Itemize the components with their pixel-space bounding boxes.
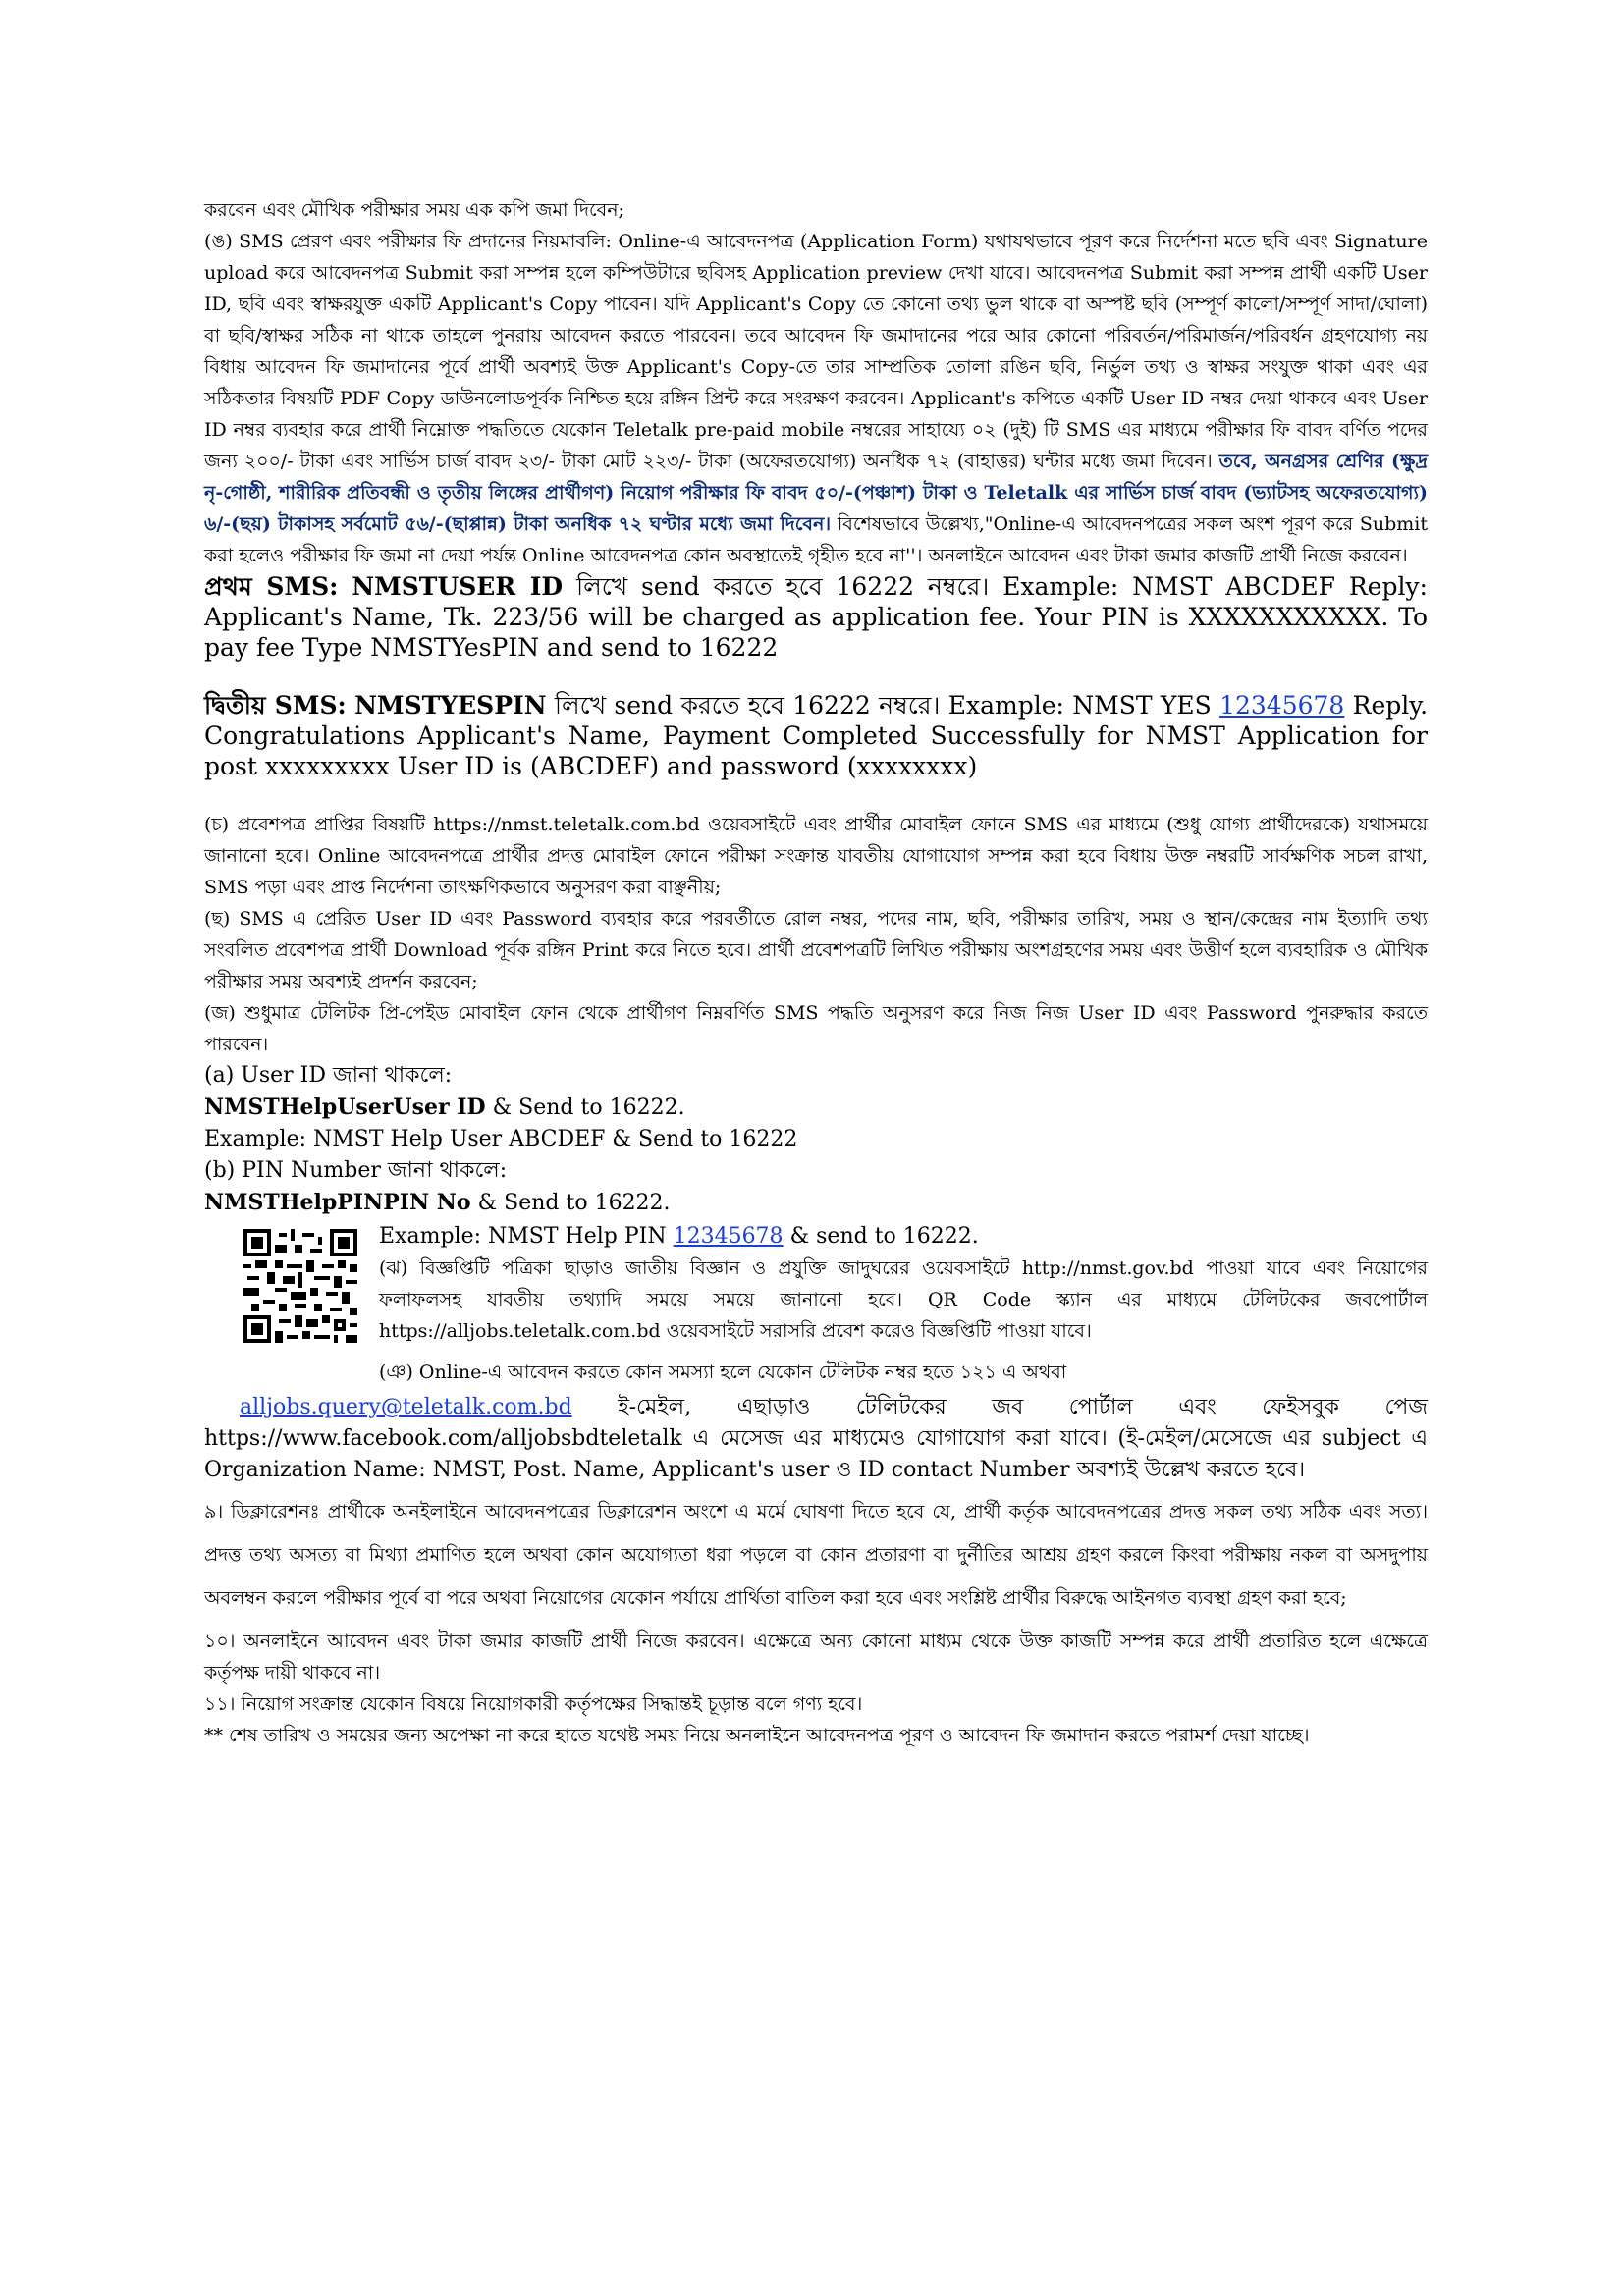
paragraph-recovery: (জ) শুধুমাত্র টেলিটক প্রি-পেইড মোবাইল ফোন থেকে প্রার্থীগণ নিম্নবর্ণিত SMS পদ্ধতি অনুসরণ করে নিজ নিজ User ID এবং Password পুনরুদ্ধার করতে পারবেন।	[204, 1002, 1428, 1055]
recovery-user-id-send: & Send to 16222.	[492, 1095, 685, 1120]
paragraph-authority-decision: ১১। নিয়োগ সংক্রান্ত যেকোন বিষয়ে নিয়োগকারী কর্তৃপক্ষের সিদ্ধান্তই চূড়ান্ত বলে গণ্য হবে।	[204, 1693, 863, 1715]
paragraph-advice-note: ** শেষ তারিখ ও সময়ের জন্য অপেক্ষা না করে হাতে যথেষ্ট সময় নিয়ে অনলাইনে আবেদনপত্র পূরণ ও আবেদন ফি জমাদান করতে পরামর্শ দেয়া যাচ্ছে।	[204, 1725, 1310, 1746]
qr-code-icon	[243, 1227, 357, 1345]
recovery-pin-code: NMSTHelpPINPIN No	[204, 1190, 471, 1215]
recovery-pin-send: & Send to 16222.	[477, 1191, 671, 1215]
recovery-pin-example	[379, 1221, 1428, 1253]
recovery-pin-example-text: Example: NMST Help PIN	[379, 1224, 667, 1249]
qr-section	[204, 1221, 1428, 1388]
recovery-pin-label: (b) PIN Number জানা থাকলে:	[204, 1158, 508, 1183]
recovery-pin-example-send: & send to 16222.	[789, 1224, 979, 1249]
sms-rules-concession: তবে, অনগ্রসর শ্রেণির (ক্ষুদ্র নৃ-গোষ্ঠী, শারীরিক প্রতিবন্ধী ও তৃতীয় লিঙ্গের প্রার্থীগণ) নিয়োগ পরীক্ষার ফি বাবদ ৫০/-(পঞ্চাশ) টাকা ও Teletalk এর সার্ভিস চার্জ বাবদ (ভ্যাটসহ অফেরতযোগ্য) ৬/-(ছয়) টাকাসহ সর্বমোট ৫৬/-(ছাপ্পান্ন) টাকা অনধিক ৭২ ঘণ্টার মধ্যে জমা দিবেন।	[204, 451, 1429, 535]
document-body	[204, 194, 1428, 1751]
recovery-pin-command	[204, 1187, 1428, 1219]
sms-rules-text: (ঙ) SMS প্রেরণ এবং পরীক্ষার ফি প্রদানের নিয়মাবলি: Online-এ আবেদনপত্র (Application Form) যথাযথভাবে পূরণ করে নির্দেশনা মতে ছবি এবং Signature upload করে আবেদনপত্র Submit করা সম্পন্ন হলে কম্পিউটারে ছবিসহ Application preview দেখা যাবে। আবেদনপত্র Submit করা সম্পন্ন প্রার্থী একটি User ID, ছবি এবং স্বাক্ষরযুক্ত একটি Applicant's Copy পাবেন। যদি Applicant's Copy তে কোনো তথ্য ভুল থাকে বা অস্পষ্ট ছবি (সম্পূর্ণ কালো/সম্পূর্ণ সাদা/ঘোলা) বা ছবি/স্বাক্ষর সঠিক না থাকে তাহলে পুনরায় আবেদন করতে পারবেন। তবে আবেদন ফি জমাদানের পরে আর কোনো পরিবর্তন/পরিমার্জন/পরিবর্ধন গ্রহণযোগ্য নয় বিধায় আবেদন ফি জমাদানের পূর্বে প্রার্থী অবশ্যই উক্ত Applicant's Copy-তে তার সাম্প্রতিক তোলা রঙিন ছবি, নির্ভুল তথ্য ও স্বাক্ষর সংযুক্ত থাকা এবং এর সঠিকতার বিষয়টি PDF Copy ডাউনলোডপূর্বক নিশ্চিত হয়ে রঙ্গিন প্রিন্ট করে সংরক্ষণ করবেন। Applicant's কপিতে একটি User ID নম্বর দেয়া থাকবে এবং User ID নম্বর ব্যবহার করে প্রার্থী নিম্নোক্ত পদ্ধতিতে যেকোন Teletalk pre-paid mobile নম্বরের সাহায্যে ০২ (দুই) টি SMS এর মাধ্যমে পরীক্ষার ফি বাবদ বর্ণিত পদের জন্য ২০০/- টাকা এবং সার্ভিস চার্জ বাবদ ২৩/- টাকা মোট ২২৩/- টাকা (অফেরতযোগ্য) অনধিক ৭২ (বাহাত্তর) ঘন্টার মধ্যে জমা দিবেন।	[204, 231, 1428, 472]
support-contact-text: ই-মেইল, এছাড়াও টেলিটকের জব পোর্টাল এবং ফেইসবুক পেজ https://www.facebook.com/alljobsbdteletalk এ মেসেজ এর মাধ্যমেও যোগাযোগ করা যাবে। (ই-মেইল/মেসেজে এর subject এ Organization Name: NMST, Post. Name, Applicant's user ও ID contact Number অবশ্যই উল্লেখ করতে হবে।	[204, 1395, 1428, 1482]
paragraph-admit-card-info: (চ) প্রবেশপত্র প্রাপ্তির বিষয়টি https://nmst.teletalk.com.bd ওয়েবসাইটে এবং প্রার্থীর মোবাইল ফোনে SMS এর মাধ্যমে (শুধু যোগ্য প্রার্থীদেরকে) যথাসময়ে জানানো হবে। Online আবেদনপত্রে প্রার্থীর প্রদত্ত মোবাইল ফোনে পরীক্ষা সংক্রান্ত যাবতীয় যোগাযোগ সম্পন্ন করা হবে বিধায় উক্ত নম্বরটি সার্বক্ষণিক সচল রাখা, SMS পড়া এবং প্রাপ্ত নির্দেশনা তাৎক্ষণিকভাবে অনুসরণ করা বাঞ্ছনীয়;	[204, 814, 1428, 898]
sms-rules-note: বিশেষভাবে উল্লেখ্য,"Online-এ আবেদনপত্রের সকল অংশ পূরণ করে Submit করা হলেও পরীক্ষার ফি জমা না দেয়া পর্যন্ত Online আবেদনপত্র কোন অবস্থাতেই গৃহীত হবে না''। অনলাইনে আবেদন এবং টাকা জমার কাজটি প্রার্থী নিজে করবেন।	[204, 513, 1428, 566]
second-sms-reply: Reply. Congratulations Applicant's Name, Payment Completed Successfully for NMST Application for post xxxxxxxxx User ID is (ABCDEF) and password (xxxxxxxx)	[204, 691, 1429, 780]
support-email-link[interactable]: alljobs.query@teletalk.com.bd	[240, 1395, 572, 1419]
second-sms-pin-link[interactable]: 12345678	[1219, 691, 1345, 720]
first-sms-label: প্রথম SMS:	[204, 572, 339, 601]
paragraph-support-intro: (ঞ) Online-এ আবেদন করতে কোন সমস্যা হলে যেকোন টেলিটক নম্বর হতে ১২১ এ অথবা	[379, 1362, 1067, 1383]
paragraph-continuation: করবেন এবং মৌখিক পরীক্ষার সময় এক কপি জমা দিবেন;	[204, 199, 624, 221]
recovery-user-id-label: (a) User ID জানা থাকলে:	[204, 1063, 453, 1088]
spacer	[204, 781, 1428, 809]
recovery-pin-example-link[interactable]: 12345678	[673, 1224, 784, 1249]
qr-side-text	[379, 1221, 1428, 1388]
paragraph-admit-card-download: (ছ) SMS এ প্রেরিত User ID এবং Password ব্যবহার করে পরবর্তীতে রোল নম্বর, পদের নাম, ছবি, পরীক্ষার তারিখ, সময় ও স্থান/কেন্দ্রের নাম ইত্যাদি তথ্য সংবলিত প্রবেশপত্র প্রার্থী Download পূর্বক রঙ্গিন Print করে নিতে হবে। প্রার্থী প্রবেশপত্রটি লিখিত পরীক্ষায় অংশগ্রহণের সময় এবং উত্তীর্ণ হলে ব্যবহারিক ও মৌখিক পরীক্ষার সময় অবশ্যই প্রদর্শন করবেন;	[204, 908, 1428, 992]
paragraph-circular-availability: (ঝ) বিজ্ঞপ্তিটি পত্রিকা ছাড়াও জাতীয় বিজ্ঞান ও প্রযুক্তি জাদুঘরের ওয়েবসাইটে http://nmst.gov.bd পাওয়া যাবে এবং নিয়োগের ফলাফলসহ যাবতীয় তথ্যাদি সময়ে সময়ে জানানো হবে। QR Code স্ক্যান এর মাধ্যমে টেলিটকের জবপোর্টাল https://alljobs.teletalk.com.bd ওয়েবসাইটে সরাসরি প্রবেশ করেও বিজ্ঞপ্তিটি পাওয়া যাবে।	[379, 1257, 1428, 1342]
paragraph-sms-rules	[204, 226, 1428, 571]
first-sms-code: NMSTUSER ID	[352, 572, 564, 601]
recovery-user-id-code: NMSTHelpUserUser ID	[204, 1095, 486, 1120]
paragraph-self-application: ১০। অনলাইনে আবেদন এবং টাকা জমার কাজটি প্রার্থী নিজে করবেন। এক্ষেত্রে অন্য কোনো মাধ্যম থেকে উক্ত কাজটি সম্পন্ন করে প্রার্থী প্রতারিত হলে এক্ষেত্রে কর্তৃপক্ষ দায়ী থাকবে না।	[204, 1630, 1428, 1683]
paragraph-first-sms	[204, 571, 1428, 663]
spacer	[204, 663, 1428, 690]
paragraph-second-sms	[204, 690, 1428, 781]
paragraph-declaration: ৯। ডিক্লারেশনঃ প্রার্থীকে অনইলাইনে আবেদনপত্রের ডিক্লারেশন অংশে এ মর্মে ঘোষণা দিতে হবে যে, প্রার্থী কর্তৃক আবেদনপত্রের প্রদত্ত সকল তথ্য সঠিক এবং সত্য। প্রদত্ত তথ্য অসত্য বা মিথ্যা প্রমাণিত হলে অথবা কোন অযোগ্যতা ধরা পড়লে বা কোন প্রতারণা বা দুর্নীতির আশ্রয় গ্রহণ করলে কিংবা পরীক্ষায় নকল বা অসদুপায় অবলম্বন করলে পরীক্ষার পূর্বে বা পরে অথবা নিয়োগের যেকোন পর্যায়ে প্রার্থিতা বাতিল করা হবে এবং সংশ্লিষ্ট প্রার্থীর বিরুদ্ধে আইনগত ব্যবস্থা গ্রহণ করা হবে;	[204, 1501, 1428, 1609]
second-sms-label: দ্বিতীয় SMS:	[204, 691, 347, 720]
second-sms-text: লিখে send করতে হবে 16222 নম্বরে। Example: NMST YES	[554, 691, 1212, 720]
paragraph-support-contact	[204, 1392, 1428, 1486]
first-sms-text: লিখে send করতে হবে 16222 নম্বরে। Example: NMST ABCDEF Reply: Applicant's Name, Tk. 223/56 will be charged as application fee. Your PIN is XXXXXXXXXXX. To pay fee Type NMSTYesPIN and send to 16222	[204, 572, 1428, 662]
recovery-user-id-example: Example: NMST Help User ABCDEF & Send to 16222	[204, 1127, 798, 1151]
second-sms-code: NMSTYESPIN	[354, 691, 547, 720]
recovery-user-id-command	[204, 1092, 1428, 1124]
